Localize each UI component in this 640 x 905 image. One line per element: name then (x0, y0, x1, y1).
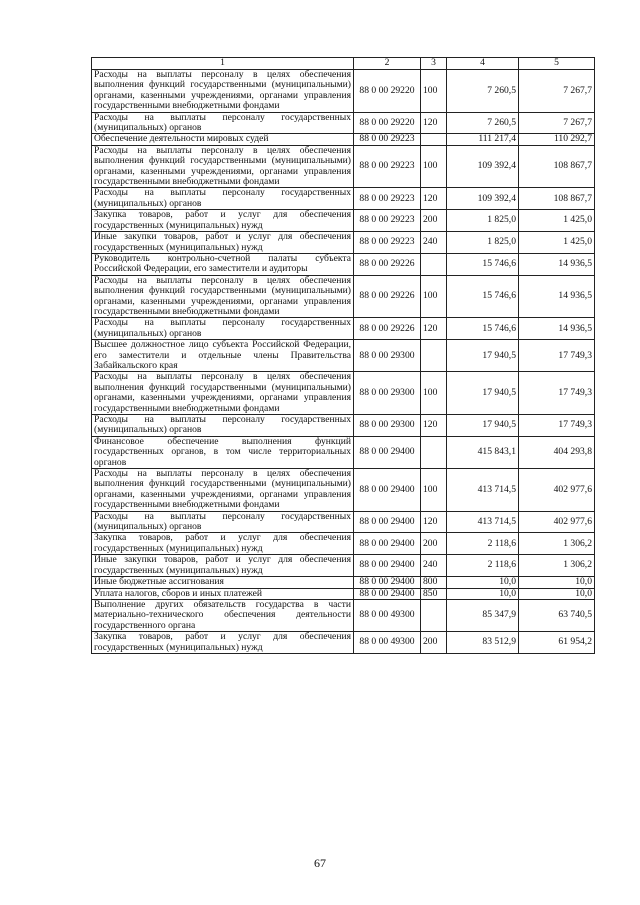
row-code-cell: 88 0 00 29226 (354, 253, 421, 275)
table-row (92, 555, 595, 577)
row-value-col5-cell: 14 936,5 (519, 275, 595, 318)
row-type-cell (421, 253, 447, 275)
row-code-cell: 88 0 00 29223 (354, 188, 421, 210)
row-name-cell: Иные закупки товаров, работ и услуг для обеспечения государственных (муниципальных) нужд (92, 232, 354, 254)
row-value-col5-cell: 110 292,7 (519, 134, 595, 145)
row-name-cell: Расходы на выплаты персоналу в целях обеспечения выполнения функций государственными (муниципальными) органами, казенными учреждениями, органами управления государственными внебюджетными фондами (92, 275, 354, 318)
row-value-col4-cell: 17 940,5 (447, 372, 519, 415)
row-code-cell: 88 0 00 49300 (354, 599, 421, 631)
page-number: 67 (314, 856, 326, 870)
row-name-cell: Закупка товаров, работ и услуг для обеспечения государственных (муниципальных) нужд (92, 210, 354, 232)
row-name-cell: Руководитель контрольно-счетной палаты субъекта Российской Федерации, его заместители и аудиторы (92, 253, 354, 275)
row-name-cell: Обеспечение деятельности мировых судей (92, 134, 354, 145)
row-value-col5-cell: 1 425,0 (519, 210, 595, 232)
row-value-col4-cell: 15 746,6 (447, 318, 519, 340)
row-type-cell (421, 340, 447, 372)
row-code-cell: 88 0 00 29226 (354, 275, 421, 318)
row-code-cell: 88 0 00 29300 (354, 372, 421, 415)
header-col-4: 4 (447, 58, 519, 70)
row-name-cell: Финансовое обеспечение выполнения функций государственных органов, в том числе территориальных органов (92, 436, 354, 468)
row-type-cell: 100 (421, 70, 447, 113)
table-header-row (92, 58, 595, 70)
row-type-cell: 200 (421, 533, 447, 555)
row-value-col4-cell: 2 118,6 (447, 533, 519, 555)
row-type-cell: 120 (421, 188, 447, 210)
row-value-col4-cell: 15 746,6 (447, 253, 519, 275)
row-code-cell: 88 0 00 29400 (354, 555, 421, 577)
row-name-cell: Расходы на выплаты персоналу в целях обеспечения выполнения функций государственными (муниципальными) органами, казенными учреждениями, органами управления государственными внебюджетными фондами (92, 372, 354, 415)
row-type-cell (421, 436, 447, 468)
row-type-cell: 200 (421, 210, 447, 232)
table-row (92, 340, 595, 372)
row-name-cell: Расходы на выплаты персоналу государственных (муниципальных) органов (92, 415, 354, 437)
table-row (92, 632, 595, 654)
row-value-col5-cell: 7 267,7 (519, 70, 595, 113)
row-name-cell: Расходы на выплаты персоналу в целях обеспечения выполнения функций государственными (муниципальными) органами, казенными учреждениями, органами управления государственными внебюджетными фондами (92, 469, 354, 512)
row-value-col5-cell: 1 306,2 (519, 533, 595, 555)
row-value-col4-cell: 1 825,0 (447, 232, 519, 254)
table-row (92, 577, 595, 588)
row-value-col5-cell: 17 749,3 (519, 415, 595, 437)
row-name-cell: Иные бюджетные ассигнования (92, 577, 354, 588)
row-value-col4-cell: 2 118,6 (447, 555, 519, 577)
table-row (92, 188, 595, 210)
row-value-col5-cell: 1 425,0 (519, 232, 595, 254)
row-code-cell: 88 0 00 29223 (354, 145, 421, 188)
row-code-cell: 88 0 00 29400 (354, 533, 421, 555)
row-code-cell: 88 0 00 29400 (354, 588, 421, 599)
row-value-col4-cell: 15 746,6 (447, 275, 519, 318)
header-col-3: 3 (421, 58, 447, 70)
row-value-col5-cell: 10,0 (519, 588, 595, 599)
row-name-cell: Высшее должностное лицо субъекта Российской Федерации, его заместители и отдельные члены Правительства Забайкальского края (92, 340, 354, 372)
row-type-cell: 800 (421, 577, 447, 588)
row-value-col5-cell: 61 954,2 (519, 632, 595, 654)
row-code-cell: 88 0 00 29400 (354, 511, 421, 533)
table-row (92, 511, 595, 533)
row-value-col5-cell: 17 749,3 (519, 372, 595, 415)
row-value-col4-cell: 10,0 (447, 577, 519, 588)
row-type-cell (421, 134, 447, 145)
row-value-col5-cell: 1 306,2 (519, 555, 595, 577)
table-row (92, 599, 595, 631)
row-name-cell: Закупка товаров, работ и услуг для обеспечения государственных (муниципальных) нужд (92, 533, 354, 555)
row-name-cell: Расходы на выплаты персоналу государственных (муниципальных) органов (92, 318, 354, 340)
row-value-col5-cell: 108 867,7 (519, 145, 595, 188)
row-value-col4-cell: 109 392,4 (447, 188, 519, 210)
row-value-col4-cell: 17 940,5 (447, 340, 519, 372)
row-type-cell: 850 (421, 588, 447, 599)
table-row (92, 134, 595, 145)
row-code-cell: 88 0 00 29300 (354, 415, 421, 437)
row-value-col5-cell: 108 867,7 (519, 188, 595, 210)
row-name-cell: Уплата налогов, сборов и иных платежей (92, 588, 354, 599)
row-value-col5-cell: 402 977,6 (519, 469, 595, 512)
row-code-cell: 88 0 00 29220 (354, 112, 421, 134)
row-value-col4-cell: 7 260,5 (447, 112, 519, 134)
row-type-cell: 120 (421, 415, 447, 437)
row-type-cell: 100 (421, 145, 447, 188)
header-col-1: 1 (92, 58, 354, 70)
row-code-cell: 88 0 00 29300 (354, 340, 421, 372)
table-row (92, 275, 595, 318)
row-value-col5-cell: 10,0 (519, 577, 595, 588)
row-value-col5-cell: 14 936,5 (519, 253, 595, 275)
header-col-5: 5 (519, 58, 595, 70)
row-value-col5-cell: 402 977,6 (519, 511, 595, 533)
row-code-cell: 88 0 00 29223 (354, 134, 421, 145)
row-value-col4-cell: 83 512,9 (447, 632, 519, 654)
row-value-col5-cell: 7 267,7 (519, 112, 595, 134)
row-code-cell: 88 0 00 49300 (354, 632, 421, 654)
budget-table (91, 57, 595, 654)
table-row (92, 232, 595, 254)
row-name-cell: Иные закупки товаров, работ и услуг для обеспечения государственных (муниципальных) нужд (92, 555, 354, 577)
table-row (92, 210, 595, 232)
table-row (92, 533, 595, 555)
row-value-col4-cell: 7 260,5 (447, 70, 519, 113)
table-row (92, 436, 595, 468)
row-type-cell: 120 (421, 511, 447, 533)
row-name-cell: Расходы на выплаты персоналу в целях обеспечения выполнения функций государственными (муниципальными) органами, казенными учреждениями, органами управления государственными внебюджетными фондами (92, 145, 354, 188)
row-type-cell (421, 599, 447, 631)
row-code-cell: 88 0 00 29226 (354, 318, 421, 340)
row-value-col4-cell: 17 940,5 (447, 415, 519, 437)
row-name-cell: Закупка товаров, работ и услуг для обеспечения государственных (муниципальных) нужд (92, 632, 354, 654)
table-row (92, 415, 595, 437)
row-value-col4-cell: 413 714,5 (447, 469, 519, 512)
row-type-cell: 100 (421, 372, 447, 415)
row-name-cell: Расходы на выплаты персоналу государственных (муниципальных) органов (92, 112, 354, 134)
row-code-cell: 88 0 00 29400 (354, 436, 421, 468)
row-name-cell: Выполнение других обязательств государства в части материально-технического обеспечения деятельности государственного органа (92, 599, 354, 631)
row-value-col5-cell: 17 749,3 (519, 340, 595, 372)
row-value-col4-cell: 413 714,5 (447, 511, 519, 533)
row-value-col4-cell: 10,0 (447, 588, 519, 599)
row-value-col4-cell: 415 843,1 (447, 436, 519, 468)
row-value-col5-cell: 14 936,5 (519, 318, 595, 340)
row-type-cell: 240 (421, 232, 447, 254)
table-row (92, 469, 595, 512)
row-value-col4-cell: 111 217,4 (447, 134, 519, 145)
table-row (92, 145, 595, 188)
table-row (92, 253, 595, 275)
row-type-cell: 100 (421, 469, 447, 512)
row-value-col4-cell: 1 825,0 (447, 210, 519, 232)
table-row (92, 112, 595, 134)
row-name-cell: Расходы на выплаты персоналу государственных (муниципальных) органов (92, 511, 354, 533)
row-type-cell: 200 (421, 632, 447, 654)
row-code-cell: 88 0 00 29223 (354, 210, 421, 232)
row-type-cell: 100 (421, 275, 447, 318)
table-row (92, 70, 595, 113)
budget-table-body (92, 58, 595, 654)
row-name-cell: Расходы на выплаты персоналу государственных (муниципальных) органов (92, 188, 354, 210)
row-value-col5-cell: 404 293,8 (519, 436, 595, 468)
table-row (92, 318, 595, 340)
row-type-cell: 120 (421, 112, 447, 134)
row-value-col5-cell: 63 740,5 (519, 599, 595, 631)
row-code-cell: 88 0 00 29400 (354, 577, 421, 588)
row-type-cell: 240 (421, 555, 447, 577)
header-col-2: 2 (354, 58, 421, 70)
table-row (92, 588, 595, 599)
row-value-col4-cell: 85 347,9 (447, 599, 519, 631)
row-name-cell: Расходы на выплаты персоналу в целях обеспечения выполнения функций государственными (муниципальными) органами, казенными учреждениями, органами управления государственными внебюджетными фондами (92, 70, 354, 113)
row-type-cell: 120 (421, 318, 447, 340)
row-value-col4-cell: 109 392,4 (447, 145, 519, 188)
row-code-cell: 88 0 00 29400 (354, 469, 421, 512)
table-row (92, 372, 595, 415)
row-code-cell: 88 0 00 29220 (354, 70, 421, 113)
row-code-cell: 88 0 00 29223 (354, 232, 421, 254)
